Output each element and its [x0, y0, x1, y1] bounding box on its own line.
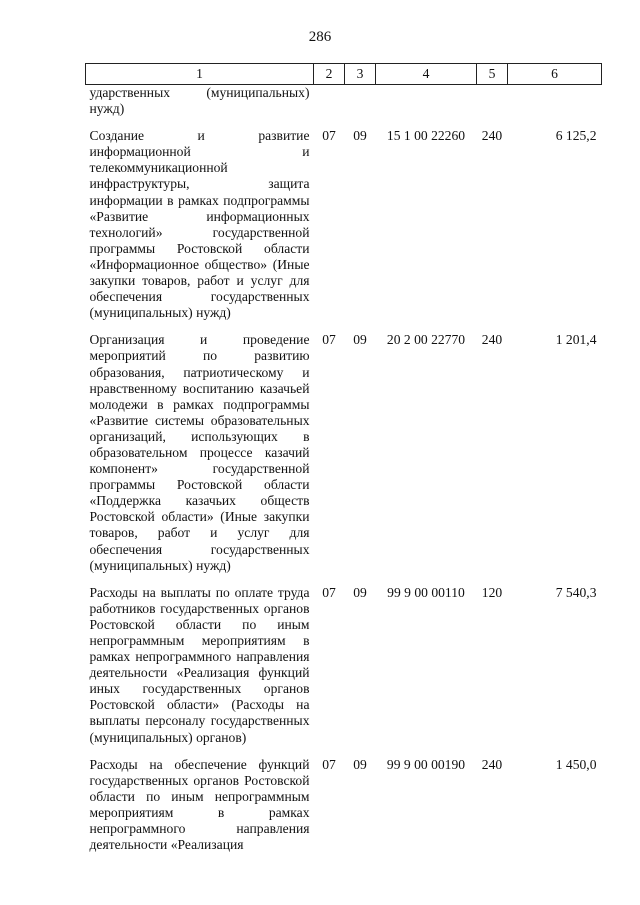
- row-subsection: 09: [353, 128, 367, 144]
- row-section: 07: [322, 332, 336, 348]
- row-subsection: 09: [353, 584, 367, 600]
- header-col-2: 2: [314, 64, 345, 85]
- row-expense-type: 240: [481, 332, 503, 348]
- row-section: 07: [322, 128, 336, 144]
- table-row: [86, 755, 602, 863]
- row-target-article: 20 2 00 22770: [386, 332, 466, 348]
- row-amount: 1 450,0: [555, 756, 597, 772]
- row-target-article: 15 1 00 22260: [386, 128, 466, 144]
- row-amount: 1 201,4: [555, 332, 597, 348]
- row-description: Расходы на выплаты по оплате труда работников государственных органов Ростовской области по иным непрограммным мероприятиям в рамках непрограммного направления деятельности «Реализация функций иных государственных органов Ростовской области» (Расходы на выплаты персоналу государственных (муниципальных) органов): [89, 584, 310, 745]
- row-expense-type: 120: [481, 584, 503, 600]
- header-col-6: 6: [508, 64, 602, 85]
- table-row: [86, 126, 602, 330]
- row-section: 07: [322, 756, 336, 772]
- header-col-1: 1: [86, 64, 314, 85]
- row-section: 07: [322, 584, 336, 600]
- continuation-row: [86, 85, 602, 127]
- page-number: 286: [308, 29, 332, 45]
- row-subsection: 09: [353, 756, 367, 772]
- table-row: [86, 330, 602, 582]
- row-amount: 6 125,2: [555, 128, 597, 144]
- row-target-article: 99 9 00 00190: [386, 756, 466, 772]
- table-row: [86, 583, 602, 755]
- row-expense-type: 240: [481, 128, 503, 144]
- row-description: Создание и развитие информационной и телекоммуникационной инфраструктуры, защита информации в рамках подпрограммы «Развитие информационных технологий» государственной программы Ростовской области «Информационное общество» (Иные закупки товаров, работ и услуг для обеспечения государственных (муниципальных) нужд): [89, 128, 310, 321]
- header-col-5: 5: [477, 64, 508, 85]
- row-description: Расходы на обеспечение функций государственных органов Ростовской области по иным непрограммным мероприятиям в рамках непрограммного направления деятельности «Реализация: [89, 756, 310, 853]
- continuation-text: ударственных (муниципальных) нужд): [89, 85, 310, 117]
- header-row: [86, 64, 602, 85]
- row-subsection: 09: [353, 332, 367, 348]
- budget-table: [85, 63, 602, 862]
- header-col-4: 4: [376, 64, 477, 85]
- row-description: Организация и проведение мероприятий по развитию образования, патриотическому и нравственному воспитанию казачьей молодежи в рамках подпрограммы «Развитие системы образовательных организаций, использующих в образовательном процессе казачий компонент» государственной программы Ростовской области «Поддержка казачьих обществ Ростовской области» (Иные закупки товаров, работ и услуг для обеспечения государственных (муниципальных) нужд): [89, 332, 310, 573]
- row-amount: 7 540,3: [555, 584, 597, 600]
- row-target-article: 99 9 00 00110: [387, 584, 465, 600]
- header-col-3: 3: [345, 64, 376, 85]
- row-expense-type: 240: [481, 756, 503, 772]
